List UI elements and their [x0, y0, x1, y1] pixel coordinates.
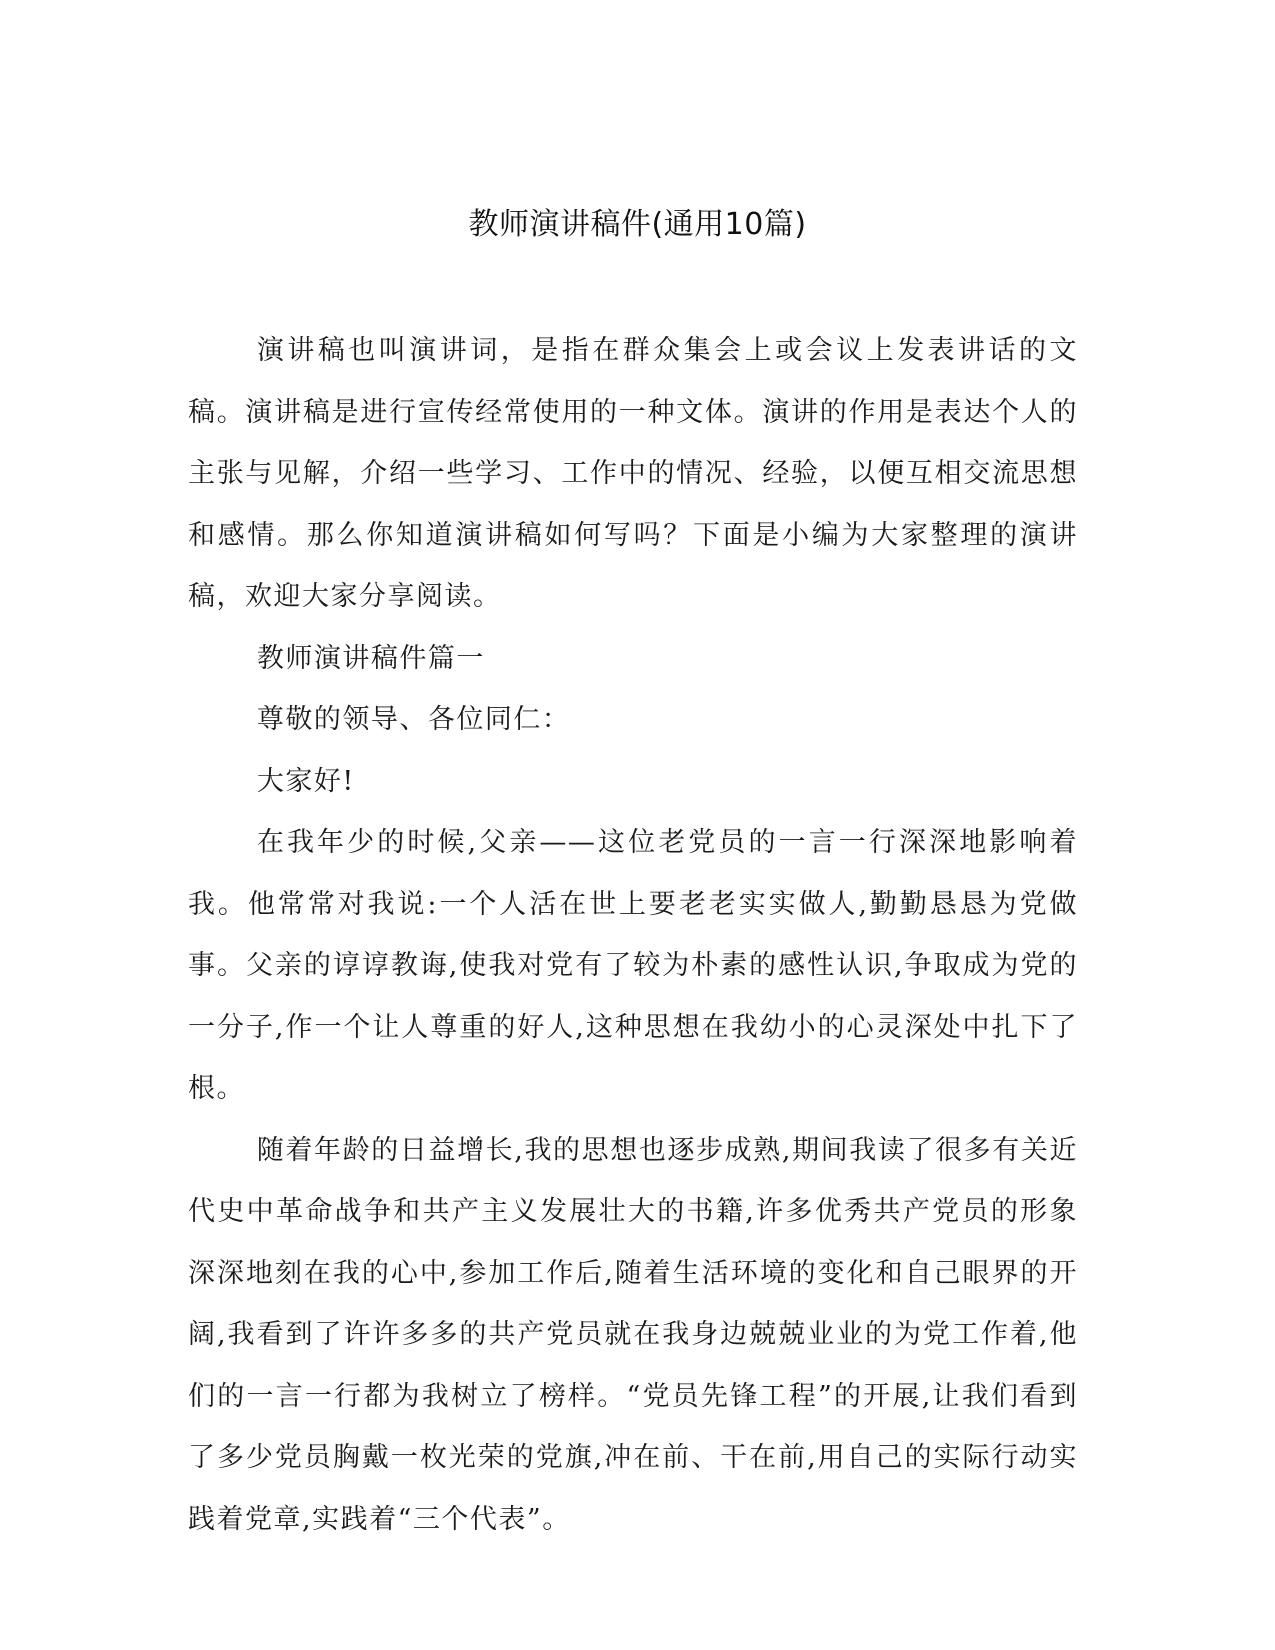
document-title: 教师演讲稿件(通用10篇) — [468, 207, 807, 242]
body-paragraph-growth: 随着年龄的日益增长,我的思想也逐步成熟,期间我读了很多有关近代史中革命战争和共产主义发展壮大的书籍,许多优秀共产党员的形象深深地刻在我的心中,参加工作后,随着生活环境的变化和自己眼界的开阔,我看到了许许多多的共产党员就在我身边兢兢业业的为党工作着,他们的一言一行都为我树立了榜样。“党员先锋工程”的开展,让我们看到了多少党员胸戴一枚光荣的党旗,冲在前、干在前,用自己的实际行动实践着党章,实践着“三个代表”。 — [188, 1134, 1078, 1535]
section-heading: 教师演讲稿件篇一 — [256, 642, 485, 674]
greeting: 大家好! — [256, 765, 355, 797]
document-body — [188, 320, 1078, 1550]
body-paragraph-childhood: 在我年少的时候,父亲——这位老党员的一言一行深深地影响着我。他常常对我说:一个人活在世上要老老实实做人,勤勤恳恳为党做事。父亲的谆谆教诲,使我对党有了较为朴素的感性认识,争取成为党的一分子,作一个让人尊重的好人,这种思想在我幼小的心灵深处中扎下了根。 — [188, 827, 1078, 1104]
intro-paragraph: 演讲稿也叫演讲词，是指在群众集会上或会议上发表讲话的文稿。演讲稿是进行宣传经常使用的一种文体。演讲的作用是表达个人的主张与见解，介绍一些学习、工作中的情况、经验，以便互相交流思想和感情。那么你知道演讲稿如何写吗？下面是小编为大家整理的演讲稿，欢迎大家分享阅读。 — [188, 335, 1078, 612]
salutation: 尊敬的领导、各位同仁： — [256, 704, 571, 735]
